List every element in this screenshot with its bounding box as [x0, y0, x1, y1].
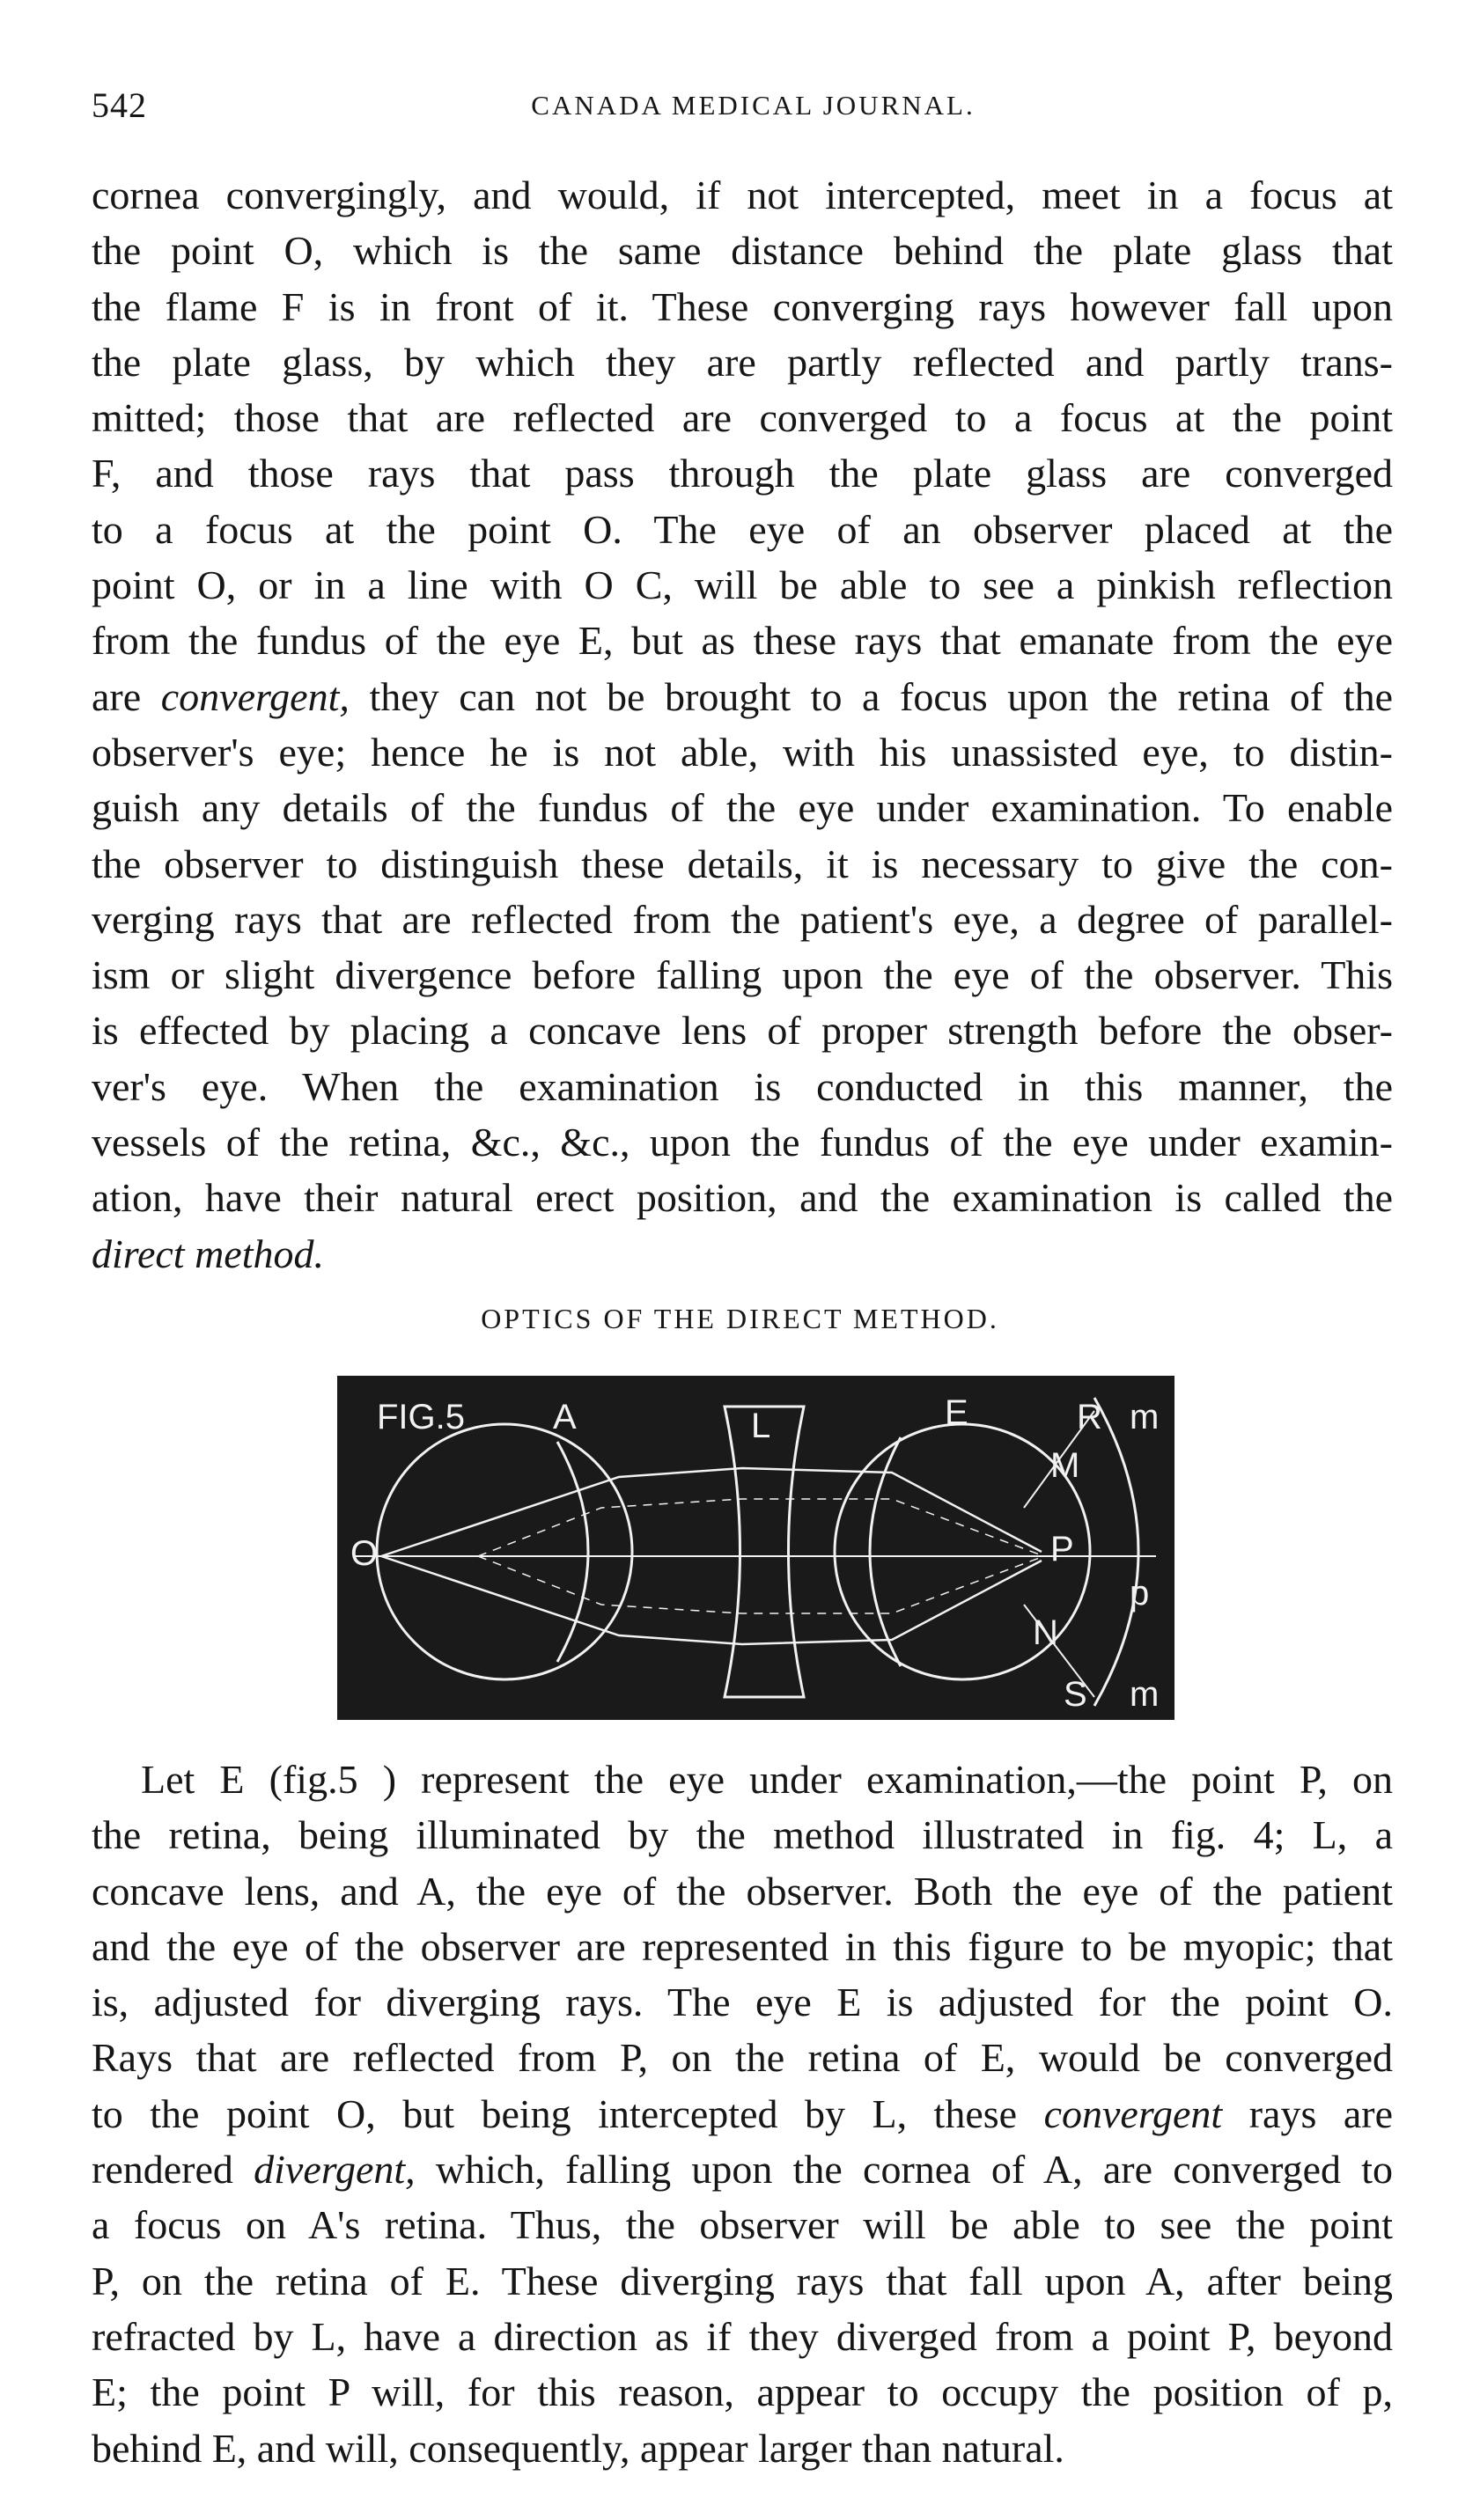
text-line: from the fundus of the eye E, but as these rays that emanate from the eye [92, 618, 1393, 664]
text-line: point O, or in a line with O C, will be able to see a pinkish reflection [92, 562, 1393, 608]
text-line [92, 2086, 1393, 2142]
text-line: to a focus at the point O. The eye of an observer placed at the [92, 506, 1393, 552]
figure-5-optics-diagram [337, 1376, 1174, 1720]
figure-caption: FIG.5 [377, 1398, 466, 1436]
text-line: the observer to distinguish these details, it is necessary to give the con- [92, 841, 1393, 886]
text-line: and the eye of the observer are represented in this figure to be myopic; that [92, 1923, 1393, 1969]
label-M: M [1050, 1446, 1080, 1485]
label-A: A [553, 1398, 577, 1436]
text-line [92, 2142, 1393, 2197]
text-fragment: rendered [92, 2147, 254, 2193]
italic-term: convergent, [160, 673, 350, 719]
text-line: the flame F is in front of it. These converging rays however fall upon [92, 283, 1393, 329]
label-S: S [1064, 1675, 1087, 1714]
text-line: mitted; those that are reflected are converged to a focus at the point [92, 395, 1393, 441]
text-line [92, 669, 1393, 724]
label-p: p [1130, 1574, 1150, 1613]
text-line: observer's eye; hence he is not able, with his unassisted eye, to distin- [92, 729, 1393, 775]
label-P: P [1050, 1530, 1074, 1569]
text-line: P, on the retina of E. These diverging rays that fall upon A, after being [92, 2258, 1393, 2303]
text-line: ation, have their natural erect position, and the examination is called the [92, 1175, 1393, 1221]
text-line: ism or slight divergence before falling upon the eye of the observer. This [92, 952, 1393, 998]
text-line: is, adjusted for diverging rays. The eye E is adjusted for the point O. [92, 1980, 1393, 2025]
label-N: N [1033, 1613, 1058, 1652]
text-line: F, and those rays that pass through the plate glass are converged [92, 451, 1393, 496]
text-line: ver's eye. When the examination is conducted in this manner, the [92, 1063, 1393, 1109]
text-fragment: to the point O, but being intercepted by L, these [92, 2090, 1044, 2136]
text-fragment: are [92, 673, 161, 719]
text-line: E; the point P will, for this reason, appear to occupy the position of p, [92, 2369, 1393, 2415]
italic-term: convergent [1043, 2090, 1223, 2136]
text-line: verging rays that are reflected from the patient's eye, a degree of parallel- [92, 896, 1393, 942]
text-line: guish any details of the fundus of the eye under examination. To enable [92, 785, 1393, 831]
text-line: the retina, being illuminated by the method illustrated in fig. 4; L, a [92, 1812, 1393, 1858]
text-line: cornea convergingly, and would, if not intercepted, meet in a focus at [92, 173, 1393, 217]
label-O: O [350, 1534, 379, 1573]
label-L: L [751, 1407, 771, 1445]
italic-term: divergent, [254, 2147, 416, 2193]
text-line: Let E (fig.5 ) represent the eye under examination,—the point P, on [141, 1757, 1393, 1802]
text-line: the point O, which is the same distance behind the plate glass that [92, 228, 1393, 274]
label-m-bottom: m [1130, 1675, 1160, 1714]
text-line: refracted by L, have a direction as if they diverged from a point P, beyond [92, 2313, 1393, 2359]
running-header [0, 84, 1480, 137]
text-line: the plate glass, by which they are partly reflected and partly trans- [92, 339, 1393, 385]
text-line: vessels of the retina, &c., &c., upon the fundus of the eye under examin- [92, 1120, 1393, 1165]
text-line: is effected by placing a concave lens of proper strength before the obser- [92, 1008, 1393, 1054]
text-line [92, 1226, 1393, 1282]
label-m-top: m [1130, 1398, 1160, 1436]
text-fragment: they can not be brought to a focus upon the retina of the [349, 673, 1393, 719]
journal-title: CANADA MEDICAL JOURNAL. [531, 90, 976, 121]
text-line: behind E, and will, consequently, appear larger than natural. [92, 2425, 1064, 2471]
italic-term: direct method. [92, 1231, 325, 1276]
text-line: concave lens, and A, the eye of the observer. Both the eye of the patient [92, 1868, 1393, 1914]
section-heading: OPTICS OF THE DIRECT METHOD. [481, 1303, 999, 1334]
label-R: R [1077, 1398, 1102, 1436]
text-line: Rays that are reflected from P, on the retina of E, would be converged [92, 2035, 1393, 2081]
optics-diagram-svg [337, 1376, 1174, 1720]
label-E: E [945, 1393, 968, 1432]
page-number: 542 [92, 85, 147, 125]
paragraph-continuation [92, 167, 1393, 1282]
text-fragment: rays are [1222, 2090, 1393, 2136]
text-line: a focus on A's retina. Thus, the observer will be able to see the point [92, 2202, 1393, 2248]
text-fragment: which, falling upon the cornea of A, are converged to [415, 2147, 1393, 2193]
paragraph-explanation [92, 1752, 1393, 2476]
